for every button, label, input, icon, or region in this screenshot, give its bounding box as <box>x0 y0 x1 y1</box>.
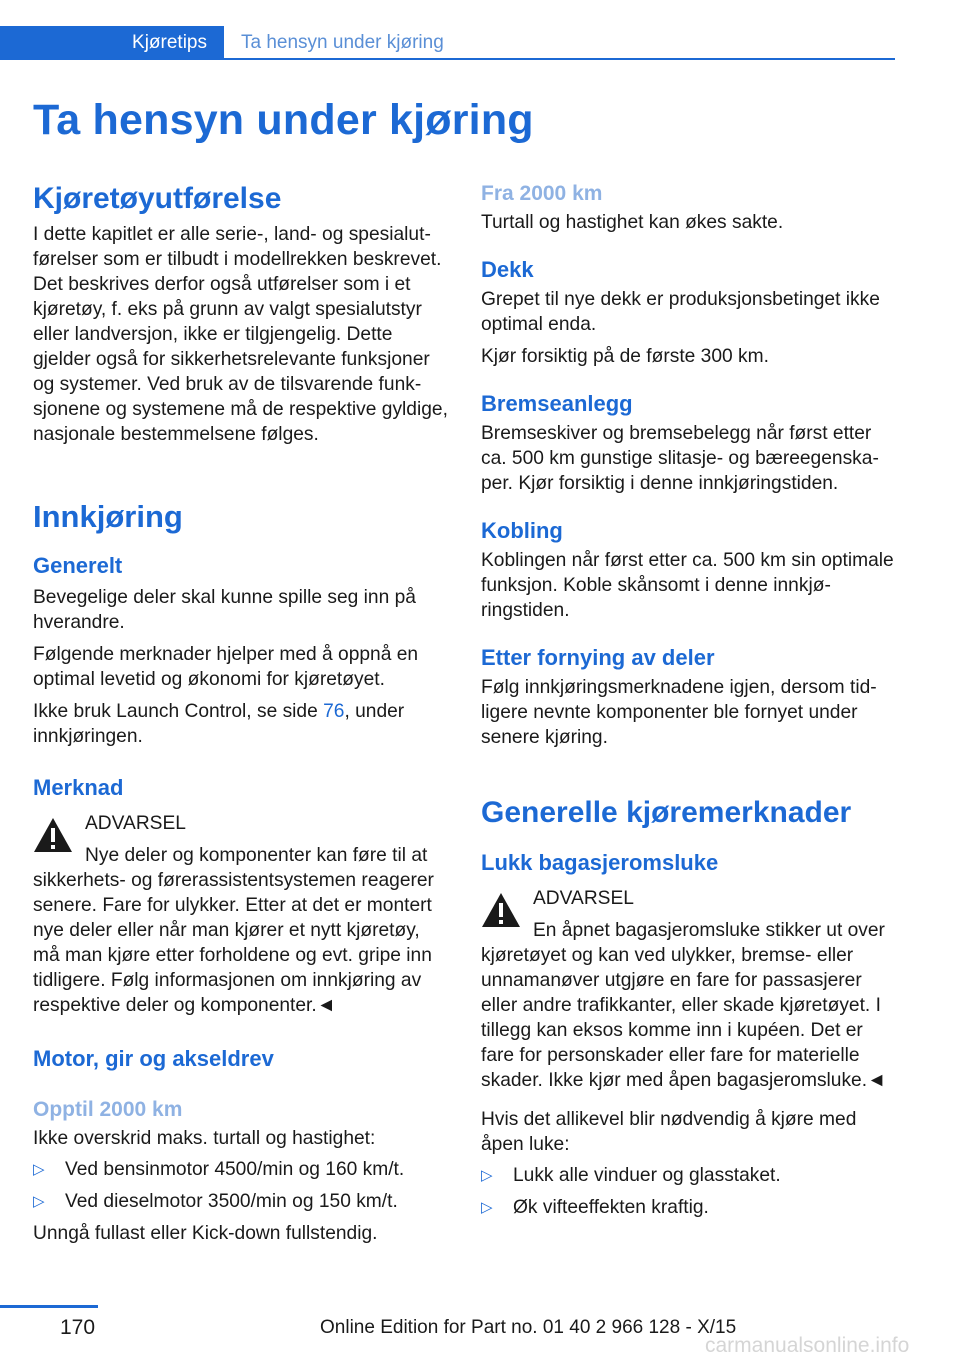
upto-list <box>33 1157 451 1214</box>
list-item <box>33 1189 451 1214</box>
left-column <box>33 182 451 1246</box>
bullet-icon: ▷ <box>481 1167 493 1184</box>
note-warning <box>33 811 451 1018</box>
vehicle-heading: Kjøretøyutførelse <box>33 182 282 215</box>
list-item <box>481 1163 899 1188</box>
page-link-76[interactable]: 76 <box>323 701 345 722</box>
upto-heading: Opptil 2000 km <box>33 1098 183 1121</box>
warning-label: ADVARSEL <box>533 888 634 909</box>
general-notes-heading: Generelle kjøremerknader <box>481 796 852 829</box>
brakes-text: Bremseskiver og bremsebelegg når først etter ca. 500 km gunstige slitasje- og bæreegenskaper. Kjør forsiktig i denne innkjøringstiden. <box>481 423 879 494</box>
warning-triangle-icon <box>481 892 521 928</box>
upto-text: Ikke overskrid maks. turtall og hastighet: <box>33 1128 376 1149</box>
list-item-text: Lukk alle vinduer og glasstaket. <box>513 1165 781 1186</box>
list-item-text: Ved bensinmotor 4500/min og 160 km/t. <box>65 1159 405 1180</box>
list-item <box>33 1157 451 1182</box>
bullet-icon: ▷ <box>481 1199 493 1216</box>
section-tab[interactable] <box>0 26 224 60</box>
section-tab-label: Kjøretips <box>132 32 207 53</box>
tires-paragraph-1: Grepet til nye dekk er produksjonsbetinget ikke optimal enda. <box>481 289 880 335</box>
bullet-icon: ▷ <box>33 1193 45 1210</box>
upto-after: Unngå fullast eller Kick-down fullstendig. <box>33 1223 378 1244</box>
general-p3-text: Ikke bruk Launch Control, se side <box>33 701 324 722</box>
chapter-tab-label: Ta hensyn under kjøring <box>241 32 444 53</box>
note-heading: Merknad <box>33 775 124 800</box>
list-item-text: Ved dieselmotor 3500/min og 150 km/t. <box>65 1191 398 1212</box>
header-rule <box>224 58 895 60</box>
warning-label: ADVARSEL <box>85 813 186 834</box>
trunk-list <box>481 1163 899 1220</box>
edition-note: Online Edition for Part no. 01 40 2 966 128 - X/15 <box>320 1317 737 1338</box>
general-paragraph-3 <box>33 699 451 749</box>
clutch-heading: Kobling <box>481 518 563 543</box>
warning-text: Nye deler og komponenter kan føre til at sikkerhets- og førerassistentsystemen reagerer senere. Fare for ulykker. Etter at det er montert nye deler eller når man kjører et nytt kjøretøy, må man kjøre etter forholdene og evt. gripe inn tidligere. Følg informasjonen om innkjøring av respektive deler og komponenter.◄ <box>33 845 434 1016</box>
page-number: 170 <box>60 1316 96 1339</box>
renewal-heading: Etter fornying av deler <box>481 645 715 670</box>
trunk-text: Hvis det allikevel blir nødvendig å kjøre med åpen luke: <box>481 1109 857 1155</box>
warning-triangle-icon <box>33 817 73 853</box>
list-item <box>481 1195 899 1220</box>
general-paragraph-1: Bevegelige deler skal kunne spille seg inn på hverandre. <box>33 587 416 633</box>
vehicle-text: I dette kapitlet er alle serie-, land- og spesialutførelser som er tilbudt i modellrekken beskrevet. Det beskrives derfor også utførelser som i et kjøretøy, f. eks på grunn av valgt spesialutstyr eller landversjon, ikke er tilgjengelig. Dette gjelder også for sikkerhetsrelevante funksjoner og systemer. Ved bruk av de tilsvarende funksjonene og systemene må de respektive gyldige, nasjonale bestemmelsene følges. <box>33 224 448 445</box>
engine-heading: Motor, gir og akseldrev <box>33 1046 274 1071</box>
brakes-heading: Bremseanlegg <box>481 391 633 416</box>
page-title: Ta hensyn under kjøring <box>33 96 534 144</box>
warning-text: En åpnet bagasjeromsluke stikker ut over kjøretøyet og kan ved ulykker, bremse- eller unnamanøver utgjøre en fare for passasjerer eller andre trafikkanter, eller skade kjøretøyet. I tillegg kan eksos komme inn i kupéen. Det er fare for personskader eller fare for materielle skader. Ikke kjør med åpen bagasjeromsluke.◄ <box>481 920 887 1091</box>
watermark: carmanualsonline.info <box>705 1334 910 1357</box>
breakin-heading: Innkjøring <box>33 499 183 534</box>
right-column <box>481 182 899 1227</box>
from-heading: Fra 2000 km <box>481 182 603 205</box>
from-text: Turtall og hastighet kan økes sakte. <box>481 212 784 233</box>
list-item-text: Øk vifteeffekten kraftig. <box>513 1197 709 1218</box>
running-header <box>0 26 895 60</box>
trunk-warning <box>481 886 899 1093</box>
tires-paragraph-2: Kjør forsiktig på de første 300 km. <box>481 346 769 367</box>
clutch-text: Koblingen når først etter ca. 500 km sin optimale funksjon. Koble skånsomt i denne innkjøringstiden. <box>481 550 894 621</box>
footer-rule <box>0 1305 98 1308</box>
general-heading: Generelt <box>33 553 123 578</box>
tires-heading: Dekk <box>481 257 534 282</box>
general-p3-text-after: , under innkjøringen. <box>33 701 405 747</box>
general-paragraph-2: Følgende merknader hjelper med å oppnå en optimal levetid og økonomi for kjøretøyet. <box>33 644 419 690</box>
trunk-heading: Lukk bagasjeromsluke <box>481 850 719 875</box>
renewal-text: Følg innkjøringsmerknadene igjen, dersom tidligere nevnte komponenter ble fornyet under senere kjøring. <box>481 677 877 748</box>
bullet-icon: ▷ <box>33 1161 45 1178</box>
chapter-tab[interactable] <box>241 26 444 60</box>
